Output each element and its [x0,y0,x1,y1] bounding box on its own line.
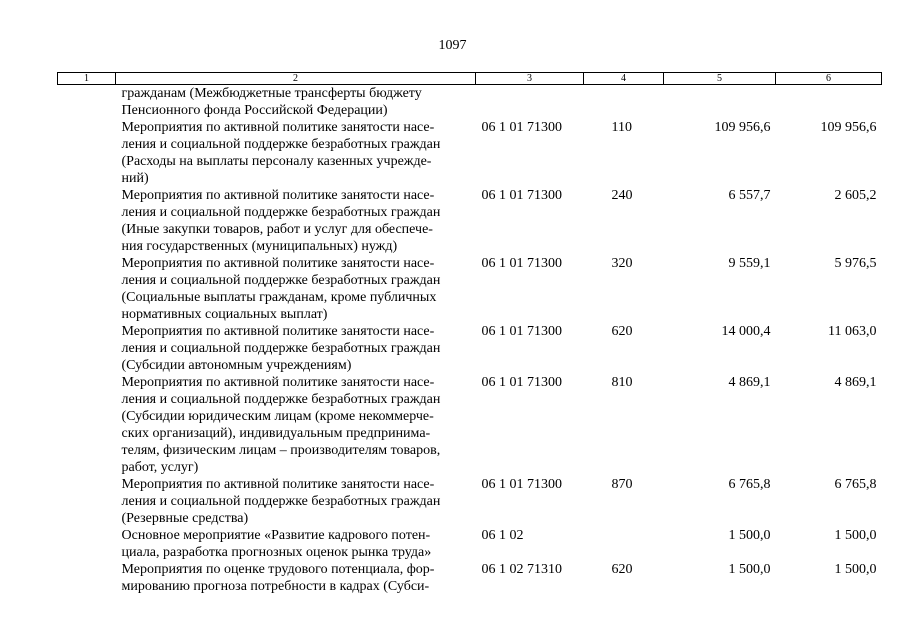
table-row [58,85,882,120]
column-header-5: 5 [664,73,776,85]
expense-type-cell: 320 [611,256,633,271]
cell-empty [58,374,116,476]
cell-empty [58,119,116,187]
column-header-6: 6 [776,73,882,85]
column-header-1: 1 [58,73,116,85]
amount-col6-cell: 11 063,0 [828,324,877,339]
expense-type-cell: 870 [611,477,633,492]
expense-type-cell: 620 [611,562,633,577]
expense-name-cell: Мероприятия по активной политике занятости насе- ления и социальной поддержке безработных граждан (Социальные выплаты гражданам, кроме публичных нормативных социальных выплат) [121,256,441,322]
table-header [58,73,882,85]
column-header-3: 3 [476,73,584,85]
table-row [58,527,882,561]
budget-table [57,72,882,595]
amount-col5-cell: 14 000,4 [721,324,771,339]
amount-col5-cell: 9 559,1 [728,256,771,271]
table-row [58,374,882,476]
expense-type-cell: 620 [611,324,633,339]
amount-col6-cell: 5 976,5 [834,256,877,271]
expense-name-cell: Мероприятия по активной политике занятости насе- ления и социальной поддержке безработных граждан (Иные закупки товаров, работ и услуг для обеспече- ния государственных (муниципальных) нужд) [121,188,441,254]
target-article-code-cell: 06 1 01 71300 [481,256,562,271]
expense-type-cell: 110 [611,120,632,135]
expense-name-cell: Мероприятия по активной политике занятости насе- ления и социальной поддержке безработных граждан (Субсидии юридическим лицам (кроме некоммерче- ских организаций), индивидуальным предпринима- телям, физическим лицам – производителям товаров, работ, услуг) [121,375,441,475]
amount-col6-cell: 1 500,0 [834,562,877,577]
expense-name-cell: Мероприятия по активной политике занятости насе- ления и социальной поддержке безработных граждан (Резервные средства) [121,477,441,526]
cell-empty [58,476,116,527]
amount-col5-cell: 4 869,1 [728,375,771,390]
column-header-2: 2 [116,73,476,85]
amount-col5-cell: 6 765,8 [728,477,771,492]
amount-col5-cell: 1 500,0 [728,528,771,543]
amount-col6-cell: 1 500,0 [834,528,877,543]
amount-col6-cell: 4 869,1 [834,375,877,390]
target-article-code-cell: 06 1 01 71300 [481,120,562,135]
target-article-code-cell: 06 1 01 71300 [481,188,562,203]
amount-col5-cell: 109 956,6 [714,120,771,135]
page-number: 1097 [438,38,467,53]
expense-name-cell: Мероприятия по активной политике занятости насе- ления и социальной поддержке безработных граждан (Субсидии автономным учреждениям) [121,324,441,373]
target-article-code-cell: 06 1 01 71300 [481,375,562,390]
column-number-row [58,73,882,85]
expense-type-cell: 810 [611,375,633,390]
expense-name-cell: гражданам (Межбюджетные трансферты бюджету Пенсионного фонда Российской Федерации) [121,86,422,118]
cell-empty [58,561,116,595]
target-article-code-cell: 06 1 01 71300 [481,477,562,492]
expense-name-cell: Основное мероприятие «Развитие кадрового потен- циала, разработка прогнозных оценок рынка труда» [121,528,432,560]
table-row [58,323,882,374]
table-row [58,476,882,527]
target-article-code-cell: 06 1 02 [481,528,524,543]
target-article-code-cell: 06 1 02 71310 [481,562,562,577]
cell-empty [58,187,116,255]
amount-col6-cell: 2 605,2 [834,188,877,203]
table-row [58,255,882,323]
target-article-code-cell: 06 1 01 71300 [481,324,562,339]
cell-empty [58,255,116,323]
amount-col5-cell: 6 557,7 [728,188,771,203]
table-body [58,85,882,596]
table-row [58,561,882,595]
amount-col5-cell: 1 500,0 [728,562,771,577]
table-row [58,187,882,255]
column-header-4: 4 [584,73,664,85]
expense-type-cell [584,527,664,561]
cell-empty [58,85,116,120]
amount-col6-cell [776,85,882,120]
cell-empty [58,323,116,374]
expense-name-cell: Мероприятия по активной политике занятости насе- ления и социальной поддержке безработных граждан (Расходы на выплаты персоналу казенных учрежде- ний) [121,120,441,186]
expense-type-cell: 240 [611,188,633,203]
amount-col6-cell: 109 956,6 [820,120,877,135]
expense-type-cell [584,85,664,120]
cell-empty [58,527,116,561]
expense-name-cell: Мероприятия по оценке трудового потенциала, фор- мированию прогноза потребности в кадрах (Субси- [121,562,435,594]
target-article-code-cell [476,85,584,120]
amount-col6-cell: 6 765,8 [834,477,877,492]
amount-col5-cell [664,85,776,120]
table-row [58,119,882,187]
